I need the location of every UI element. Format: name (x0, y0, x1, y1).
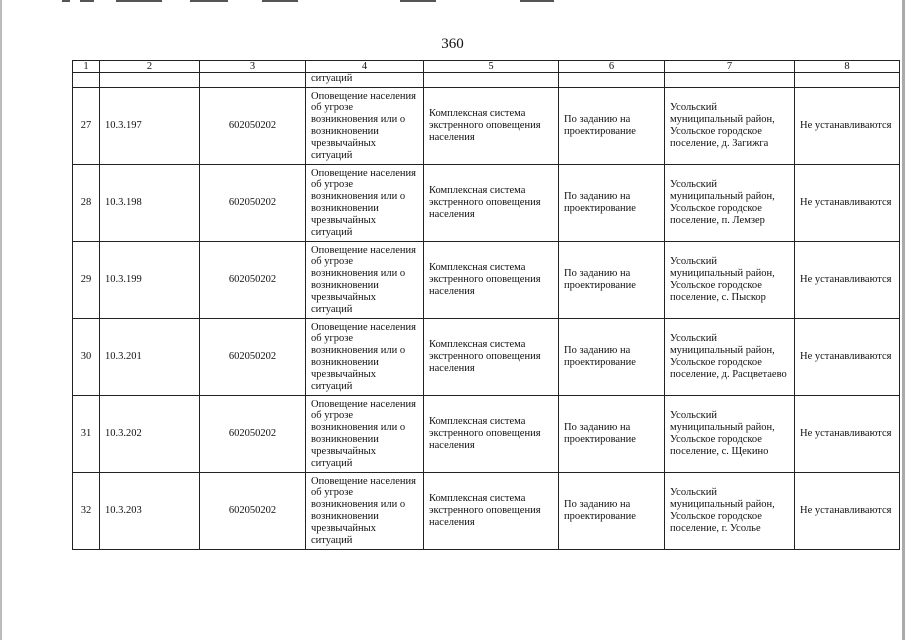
column-number: 2 (100, 61, 200, 73)
row-number: 29 (73, 242, 100, 319)
object-name: Оповещение населения об угрозе возникновения или о возникновении чрезвычайных ситуаций (306, 165, 424, 242)
object-system: Комплексная система экстренного оповещения населения (424, 473, 559, 550)
table-row (73, 319, 900, 396)
object-location: Усольский муниципальный район, Усольское городское поселение, с. Щекино (665, 396, 795, 473)
object-zones: Не устанавливаются (795, 473, 900, 550)
object-basis: По заданию на проектирование (559, 319, 665, 396)
object-system: Комплексная система экстренного оповещения населения (424, 88, 559, 165)
row-number: 30 (73, 319, 100, 396)
object-basis: По заданию на проектирование (559, 473, 665, 550)
object-name: Оповещение населения об угрозе возникновения или о возникновении чрезвычайных ситуаций (306, 88, 424, 165)
object-basis: По заданию на проектирование (559, 88, 665, 165)
object-location: Усольский муниципальный район, Усольское городское поселение, п. Лемзер (665, 165, 795, 242)
table-row (73, 88, 900, 165)
object-name: Оповещение населения об угрозе возникновения или о возникновении чрезвычайных ситуаций (306, 319, 424, 396)
object-name: Оповещение населения об угрозе возникновения или о возникновении чрезвычайных ситуаций (306, 473, 424, 550)
row-number: 27 (73, 88, 100, 165)
continuation-cell: ситуаций (306, 73, 424, 88)
object-system: Комплексная система экстренного оповещения населения (424, 165, 559, 242)
table-row (73, 473, 900, 550)
object-basis: По заданию на проектирование (559, 242, 665, 319)
object-zones: Не устанавливаются (795, 165, 900, 242)
object-name: Оповещение населения об угрозе возникновения или о возникновении чрезвычайных ситуаций (306, 242, 424, 319)
object-location: Усольский муниципальный район, Усольское городское поселение, с. Пыскор (665, 242, 795, 319)
object-code: 10.3.202 (100, 396, 200, 473)
oktmo-code: 602050202 (200, 165, 306, 242)
object-code: 10.3.203 (100, 473, 200, 550)
object-code: 10.3.199 (100, 242, 200, 319)
object-basis: По заданию на проектирование (559, 396, 665, 473)
table-row (73, 242, 900, 319)
object-location: Усольский муниципальный район, Усольское городское поселение, д. Расцветаево (665, 319, 795, 396)
oktmo-code: 602050202 (200, 88, 306, 165)
scan-left-edge (0, 0, 2, 640)
row-number: 28 (73, 165, 100, 242)
column-number: 3 (200, 61, 306, 73)
object-zones: Не устанавливаются (795, 88, 900, 165)
object-zones: Не устанавливаются (795, 396, 900, 473)
column-number: 7 (665, 61, 795, 73)
table-row (73, 396, 900, 473)
object-name: Оповещение населения об угрозе возникновения или о возникновении чрезвычайных ситуаций (306, 396, 424, 473)
object-system: Комплексная система экстренного оповещения населения (424, 242, 559, 319)
row-number: 32 (73, 473, 100, 550)
object-zones: Не устанавливаются (795, 319, 900, 396)
oktmo-code: 602050202 (200, 319, 306, 396)
object-location: Усольский муниципальный район, Усольское городское поселение, д. Загижга (665, 88, 795, 165)
object-system: Комплексная система экстренного оповещения населения (424, 396, 559, 473)
column-number: 4 (306, 61, 424, 73)
object-code: 10.3.198 (100, 165, 200, 242)
row-number: 31 (73, 396, 100, 473)
scan-marks (0, 0, 905, 6)
page-number: 360 (441, 36, 464, 52)
column-number: 5 (424, 61, 559, 73)
object-location: Усольский муниципальный район, Усольское городское поселение, г. Усолье (665, 473, 795, 550)
continuation-row (73, 73, 900, 88)
object-zones: Не устанавливаются (795, 242, 900, 319)
oktmo-code: 602050202 (200, 242, 306, 319)
object-system: Комплексная система экстренного оповещения населения (424, 319, 559, 396)
column-number: 6 (559, 61, 665, 73)
objects-table (72, 60, 900, 550)
object-code: 10.3.197 (100, 88, 200, 165)
column-number-row (73, 61, 900, 73)
column-number: 1 (73, 61, 100, 73)
table-row (73, 165, 900, 242)
column-number: 8 (795, 61, 900, 73)
object-basis: По заданию на проектирование (559, 165, 665, 242)
oktmo-code: 602050202 (200, 396, 306, 473)
object-code: 10.3.201 (100, 319, 200, 396)
oktmo-code: 602050202 (200, 473, 306, 550)
